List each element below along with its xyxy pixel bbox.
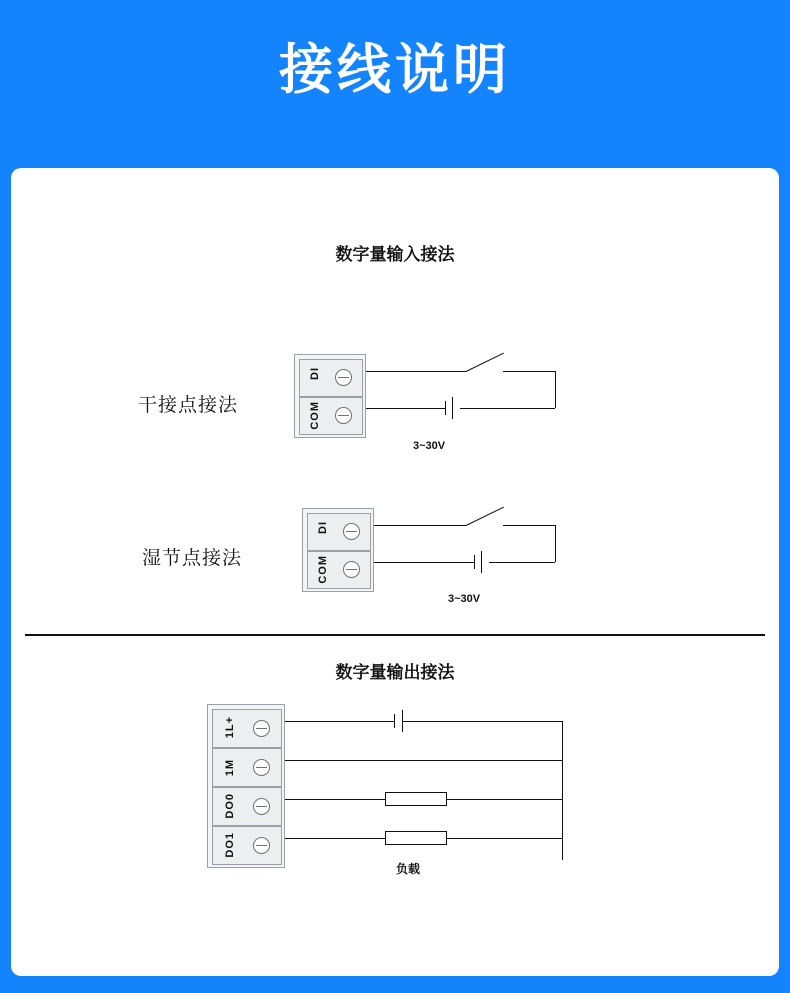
battery-long-plate [452, 397, 453, 419]
row-label-dry-contact: 干接点接法 [138, 395, 239, 416]
battery-long-plate [481, 551, 482, 573]
battery-short-plate [445, 401, 446, 415]
wire-wet-top-right [503, 525, 555, 526]
terminal-label-1m: 1M [224, 759, 236, 777]
wire-do1-left [285, 838, 385, 839]
switch-arm [466, 353, 504, 372]
battery-short-plate [394, 714, 395, 728]
screw-icon [253, 837, 270, 854]
wire-wet-top [374, 525, 466, 526]
screw-icon [343, 523, 360, 540]
battery-short-plate [474, 555, 475, 569]
load-resistor-do0 [385, 792, 447, 806]
wire-do0-right [447, 799, 562, 800]
switch-arm [466, 507, 504, 526]
wire-di-top-right [503, 371, 555, 372]
load-resistor-do1 [385, 831, 447, 845]
wire-wet-bottom-left [374, 562, 474, 563]
content-card [11, 168, 779, 976]
section-divider [25, 634, 765, 636]
terminal-label-com: COM [309, 401, 321, 430]
screw-icon [335, 407, 352, 424]
wire-di-top [366, 371, 466, 372]
screw-icon [335, 369, 352, 386]
wire-1m [285, 760, 562, 761]
wire-wet-bottom-right [489, 562, 555, 563]
terminal-block-dry-contact [294, 354, 366, 438]
terminal-block-digital-output [207, 704, 285, 868]
screw-icon [253, 720, 270, 737]
terminal-label-di: DI [309, 367, 321, 380]
terminal-label-com: COM [317, 555, 329, 584]
terminal-label-do1: DO1 [224, 832, 236, 858]
wire-1l-right [402, 721, 562, 722]
screw-icon [253, 759, 270, 776]
wire-do1-right [447, 838, 562, 839]
screw-icon [253, 798, 270, 815]
voltage-label-wet: 3~30V [448, 593, 481, 605]
voltage-label-dry: 3~30V [413, 440, 446, 452]
wire-di-bottom-right [460, 408, 555, 409]
page-title: 接线说明 [279, 40, 511, 100]
wire-wet-right-vertical [555, 525, 556, 562]
wire-do0-left [285, 799, 385, 800]
screw-icon [343, 561, 360, 578]
terminal-block-wet-contact [302, 508, 374, 592]
load-label: 负载 [396, 862, 421, 876]
wire-di-right-vertical [555, 371, 556, 408]
section-title-digital-input: 数字量输入接法 [335, 245, 455, 264]
row-label-wet-contact: 湿节点接法 [142, 548, 243, 569]
terminal-label-do0: DO0 [224, 793, 236, 819]
wire-1l-left [285, 721, 394, 722]
wire-right-bus [562, 721, 563, 860]
terminal-label-di: DI [317, 521, 329, 534]
wire-di-bottom-left [366, 408, 445, 409]
section-title-digital-output: 数字量输出接法 [335, 663, 455, 682]
terminal-label-1l-plus: 1L+ [224, 716, 236, 739]
